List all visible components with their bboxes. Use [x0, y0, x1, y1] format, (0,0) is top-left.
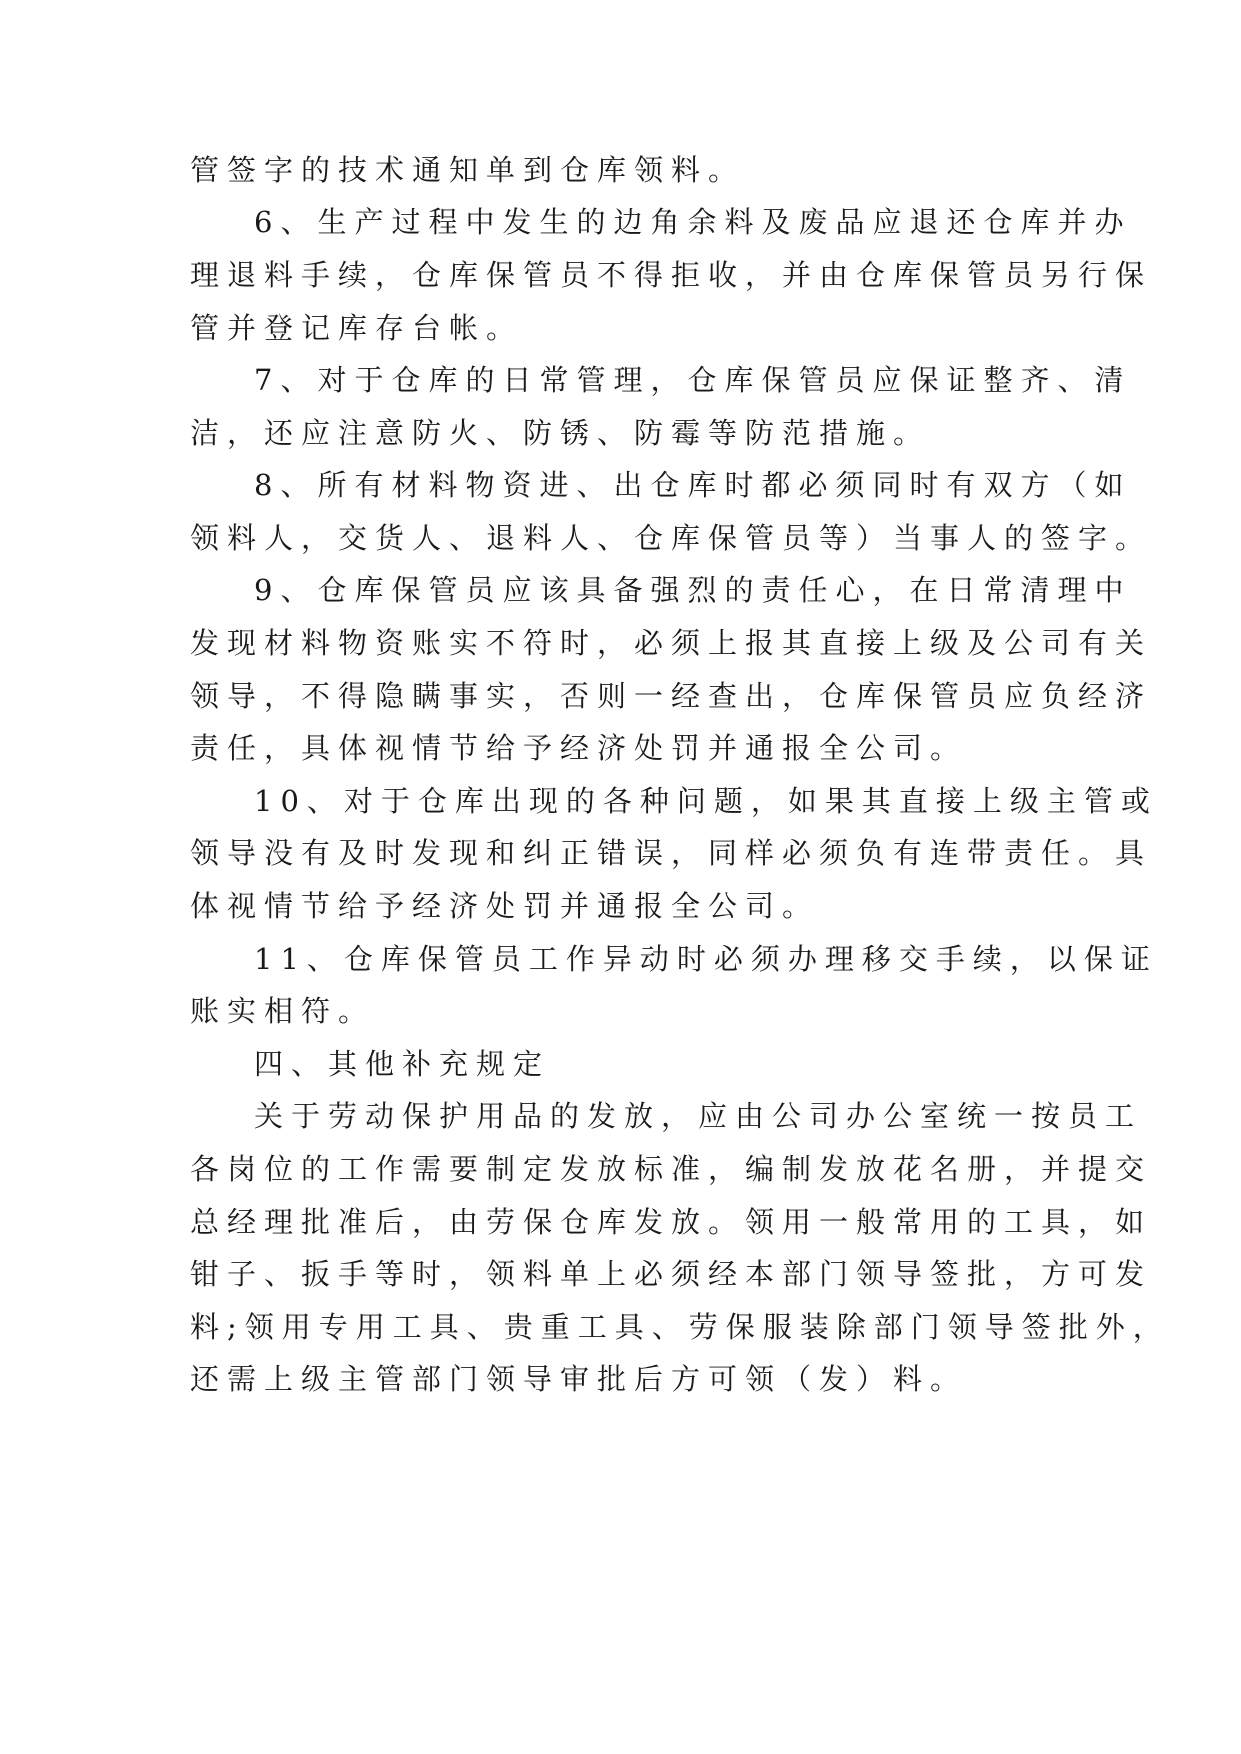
text-line: 管签字的技术通知单到仓库领料。 [190, 153, 746, 187]
text-line: 管并登记库存台帐。 [190, 311, 524, 345]
text-line: 领导没有及时发现和纠正错误，同样必须负有连带责任。具 [190, 836, 1153, 870]
text-line: 6、生产过程中发生的边角余料及废品应退还仓库并办 [254, 205, 1132, 239]
text-line: 8、所有材料物资进、出仓库时都必须同时有双方（如 [254, 468, 1132, 502]
text-line: 10、对于仓库出现的各种问题，如果其直接上级主管或 [254, 784, 1158, 818]
text-line: 体视情节给予经济处罚并通报全公司。 [190, 889, 820, 923]
text-line: 领导，不得隐瞒事实，否则一经查出，仓库保管员应负经济 [190, 679, 1153, 713]
text-line: 还需上级主管部门领导审批后方可领（发）料。 [190, 1362, 968, 1396]
text-line: 发现材料物资账实不符时，必须上报其直接上级及公司有关 [190, 626, 1153, 660]
text-line: 账实相符。 [190, 994, 376, 1028]
text-line: 11、仓库保管员工作异动时必须办理移交手续，以保证 [254, 942, 1158, 976]
text-line: 9、仓库保管员应该具备强烈的责任心，在日常清理中 [254, 573, 1132, 607]
text-line: 各岗位的工作需要制定发放标准，编制发放花名册，并提交 [190, 1152, 1153, 1186]
text-line: 钳子、扳手等时，领料单上必须经本部门领导签批，方可发 [190, 1257, 1153, 1291]
text-line: 领料人，交货人、退料人、仓库保管员等）当事人的签字。 [190, 521, 1153, 555]
text-line: 总经理批准后，由劳保仓库发放。领用一般常用的工具，如 [190, 1205, 1153, 1239]
text-line: 洁，还应注意防火、防锈、防霉等防范措施。 [190, 416, 931, 450]
text-line: 责任，具体视情节给予经济处罚并通报全公司。 [190, 731, 968, 765]
text-line: 料;领用专用工具、贵重工具、劳保服装除部门领导签批外， [190, 1310, 1170, 1344]
section-heading: 四、其他补充规定 [254, 1047, 551, 1081]
text-line: 理退料手续，仓库保管员不得拒收，并由仓库保管员另行保 [190, 258, 1153, 292]
text-line: 7、对于仓库的日常管理，仓库保管员应保证整齐、清 [254, 363, 1132, 397]
text-line: 关于劳动保护用品的发放，应由公司办公室统一按员工 [254, 1099, 1143, 1133]
